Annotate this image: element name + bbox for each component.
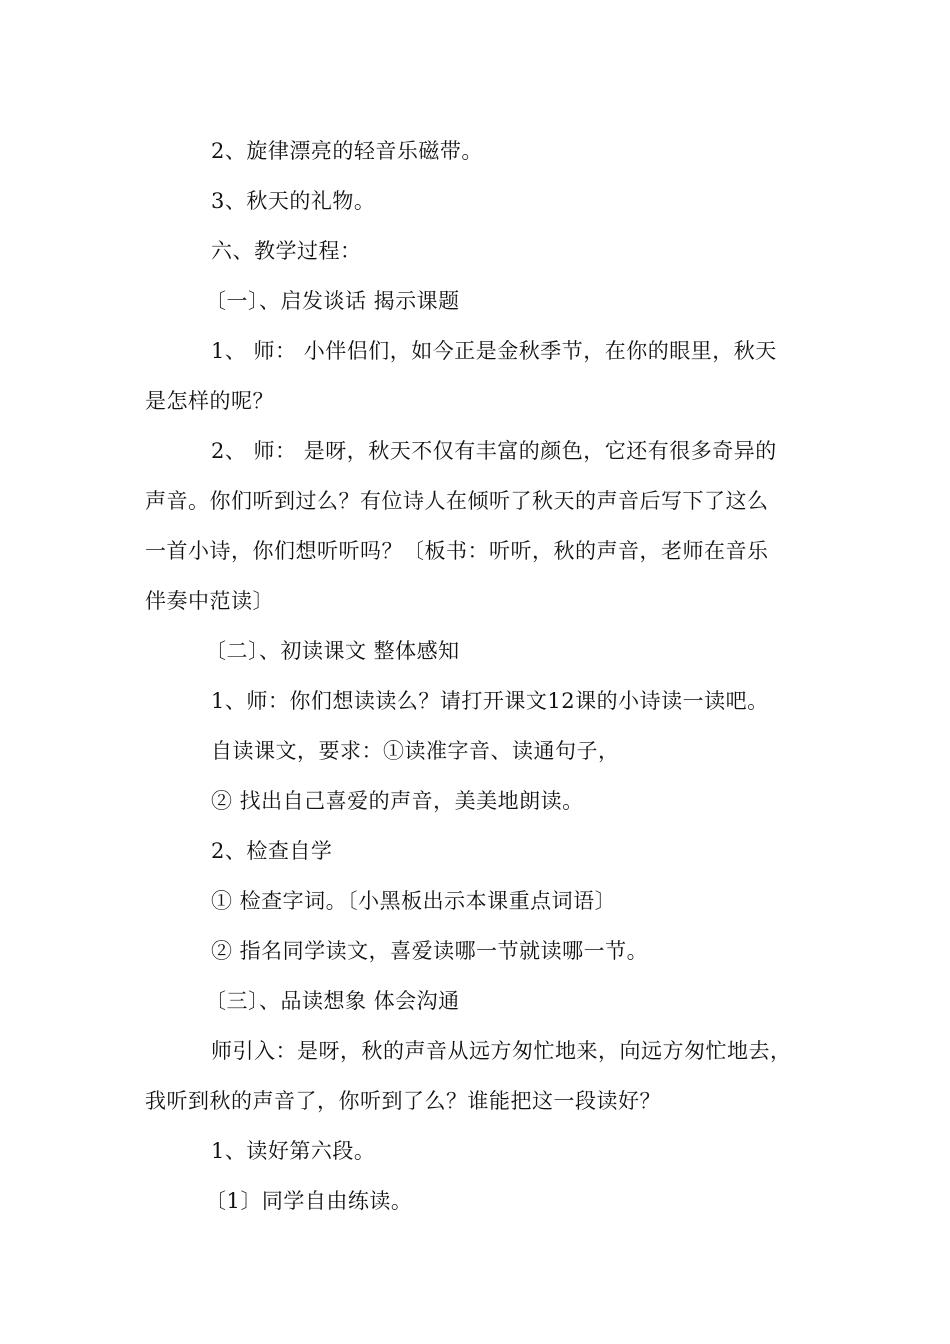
self-reading-requirement: 自读课文，要求：①读准字音、读通句子， <box>211 739 620 763</box>
text-line-materials-2: 2、旋律漂亮的轻音乐磁带。 <box>211 139 483 163</box>
check-item-1: ① 检查字词。〔小黑板出示本课重点词语〕 <box>211 889 617 913</box>
paragraph-1-line-2: 是怎样的呢？ <box>145 389 274 413</box>
step-read-sixth-paragraph: 1、读好第六段。 <box>211 1139 376 1163</box>
paragraph-2-line-3: 一首小诗，你们想听听吗？〔板书：听听，秋的声音，老师在音乐 <box>145 539 769 563</box>
subsection-heading-1: 〔一〕、启发谈话 揭示课题 <box>205 289 460 313</box>
step-free-practice: 〔1〕同学自由练读。 <box>205 1189 413 1213</box>
subsection-heading-3: 〔三〕、品读想象 体会沟通 <box>205 989 460 1013</box>
step-1-teacher-prompt: 1、师：你们想读读么？请打开课文12课的小诗读一读吧。 <box>211 689 769 713</box>
subsection-heading-2: 〔二〕、初读课文 整体感知 <box>205 639 460 663</box>
paragraph-2-line-2: 声音。你们听到过么？有位诗人在倾听了秋天的声音后写下了这么 <box>145 489 769 513</box>
check-item-2: ② 指名同学读文，喜爱读哪一节就读哪一节。 <box>211 939 649 963</box>
teacher-intro-line-1: 师引入：是呀，秋的声音从远方匆忙地来，向远方匆忙地去， <box>211 1039 792 1063</box>
paragraph-2-line-4: 伴奏中范读〕 <box>145 589 274 613</box>
section-heading-teaching-process: 六、教学过程： <box>211 239 362 263</box>
teacher-intro-line-2: 我听到秋的声音了，你听到了么？谁能把这一段读好？ <box>145 1089 661 1113</box>
paragraph-1-line-1: 1、 师： 小伴侣们，如今正是金秋季节，在你的眼里，秋天 <box>211 339 777 363</box>
paragraph-2-line-1: 2、 师： 是呀，秋天不仅有丰富的颜色，它还有很多奇异的 <box>211 439 777 463</box>
step-2-check-self-study: 2、检查自学 <box>211 839 333 863</box>
requirement-item-2: ② 找出自己喜爱的声音，美美地朗读。 <box>211 789 584 813</box>
text-line-materials-3: 3、秋天的礼物。 <box>211 189 376 213</box>
